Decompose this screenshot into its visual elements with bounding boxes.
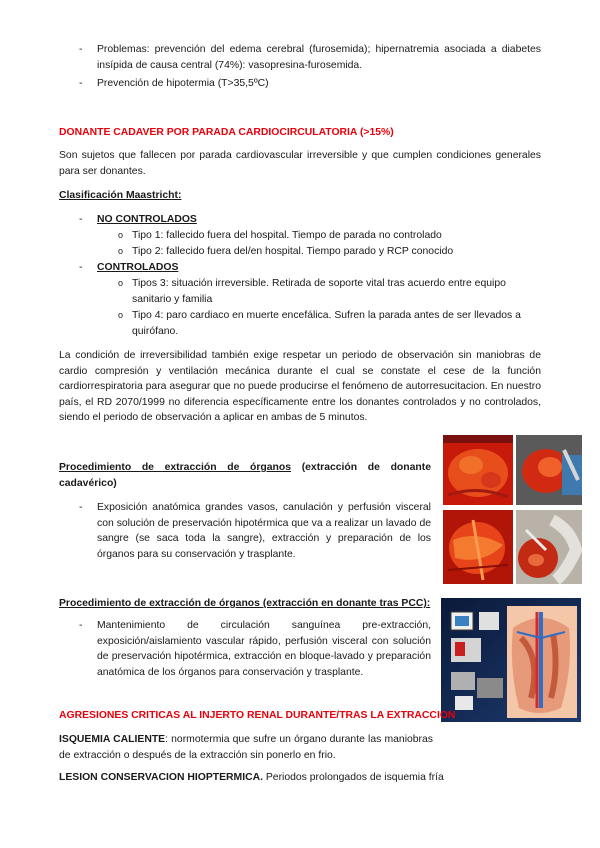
proc1-title-suffix: (extracción de donante cadavérico) xyxy=(59,462,431,489)
top-bullet-2-text: Prevención de hipotermia (T>35,5ºC) xyxy=(97,78,269,89)
tipo-item xyxy=(118,228,542,244)
proc1-title-main: Procedimiento de extracción de órganos xyxy=(59,462,292,473)
tipo-item-text: Tipo 4: paro cardiaco en muerte encefálica. Sufren la parada antes de ser llevados a quirófano. xyxy=(132,310,521,337)
surgery-photo-3 xyxy=(443,510,513,584)
top-bullet-1 xyxy=(79,42,541,73)
lesion-conservacion-text: Periodos prolongados de isquemia fría xyxy=(262,772,444,783)
anatomy-illustration xyxy=(441,598,581,722)
dash-marker: - xyxy=(79,262,83,273)
isquemia-caliente-text: : normotermia que sufre un órgano durante las maniobras de extracción o después de la extracción sin ponerlo en frio. xyxy=(59,734,433,761)
proc2-title: Procedimiento de extracción de órganos (extracción en donante tras PCC): xyxy=(59,598,431,609)
isquemia-caliente-label: ISQUEMIA CALIENTE xyxy=(59,734,166,745)
dash-marker: - xyxy=(79,44,83,55)
section-heading-agresiones: AGRESIONES CRITICAS AL INJERTO RENAL DURANTE/TRAS LA EXTRACCION xyxy=(59,710,456,721)
isquemia-caliente-paragraph xyxy=(59,732,433,763)
section1-intro: Son sujetos que fallecen por parada cardiovascular irreversible y que cumplen condiciones generales para ser donantes. xyxy=(59,150,541,177)
surgery-photo-2 xyxy=(516,435,582,505)
group-label: NO CONTROLADOS xyxy=(97,214,197,225)
lesion-conservacion-label: LESION CONSERVACION HIOPTERMICA. xyxy=(59,772,263,783)
tipo-item-text: Tipo 1: fallecido fuera del hospital. Tiempo de parada no controlado xyxy=(132,230,442,241)
observation-paragraph: La condición de irreversibilidad también exige respetar un periodo de observación sin maniobras de cardio compresión y ventilación mecánica durante el cual se constate el cese de la función cardiorrespiratoria para asegurar que no puede producirse el fenómeno de autorresucitacion. En nuestro país, el RD 2070/1999 no diferencia específicamente entre los donantes controlados y no controlados, siendo el periodo de observación a aplicar en ambas de 5 minutos. xyxy=(59,350,541,423)
circle-bullet-icon: o xyxy=(118,230,124,240)
top-bullet-1-text: Problemas: prevención del edema cerebral (furosemida); hipernatremia asociada a diabetes insípida de causa central (74%): vasopresina-furosemida. xyxy=(97,44,541,71)
tipo-item xyxy=(118,276,542,307)
group-no-controlados xyxy=(79,212,197,228)
lesion-conservacion-paragraph xyxy=(59,770,541,786)
surgery-photo-4 xyxy=(516,510,582,584)
proc1-bullet-text: Exposición anatómica grandes vasos, canulación y perfusión visceral con solución de preservación hipotérmica que va a realizar un lavado de sangre (se saca toda la sangre), extracción y preparación de los órganos para su conservación y trasplante. xyxy=(97,502,431,560)
dash-marker: - xyxy=(79,78,83,89)
circle-bullet-icon: o xyxy=(118,278,124,288)
tipo-item xyxy=(118,308,542,339)
tipo-item xyxy=(118,244,542,260)
proc2-bullet xyxy=(79,618,431,680)
group-controlados xyxy=(79,260,179,276)
group-label: CONTROLADOS xyxy=(97,262,179,273)
tipo-item-text: Tipo 2: fallecido fuera del/en hospital. Tiempo parado y RCP conocido xyxy=(132,246,454,257)
section-heading-donante: DONANTE CADAVER POR PARADA CARDIOCIRCULATORIA (>15%) xyxy=(59,127,394,138)
surgery-photo-1 xyxy=(443,435,513,505)
maastricht-title: Clasificación Maastricht: xyxy=(59,190,182,201)
circle-bullet-icon: o xyxy=(118,310,124,320)
dash-marker: - xyxy=(79,214,83,225)
proc1-title xyxy=(59,460,431,491)
tipo-item-text: Tipos 3: situación irreversible. Retirada de soporte vital tras acuerdo entre equipo sanitario y familia xyxy=(132,278,506,305)
proc1-bullet xyxy=(79,500,431,562)
dash-marker: - xyxy=(79,620,83,631)
circle-bullet-icon: o xyxy=(118,246,124,256)
proc2-bullet-text: Mantenimiento de circulación sanguínea pre-extracción, exposición/aislamiento vascular rápido, perfusión visceral con solución de preservación hipotérmica, extracción en bloque-lavado y preparación anatómica de los órganos para conservación y trasplante. xyxy=(97,620,431,678)
top-bullet-2 xyxy=(79,76,541,92)
dash-marker: - xyxy=(79,502,83,513)
